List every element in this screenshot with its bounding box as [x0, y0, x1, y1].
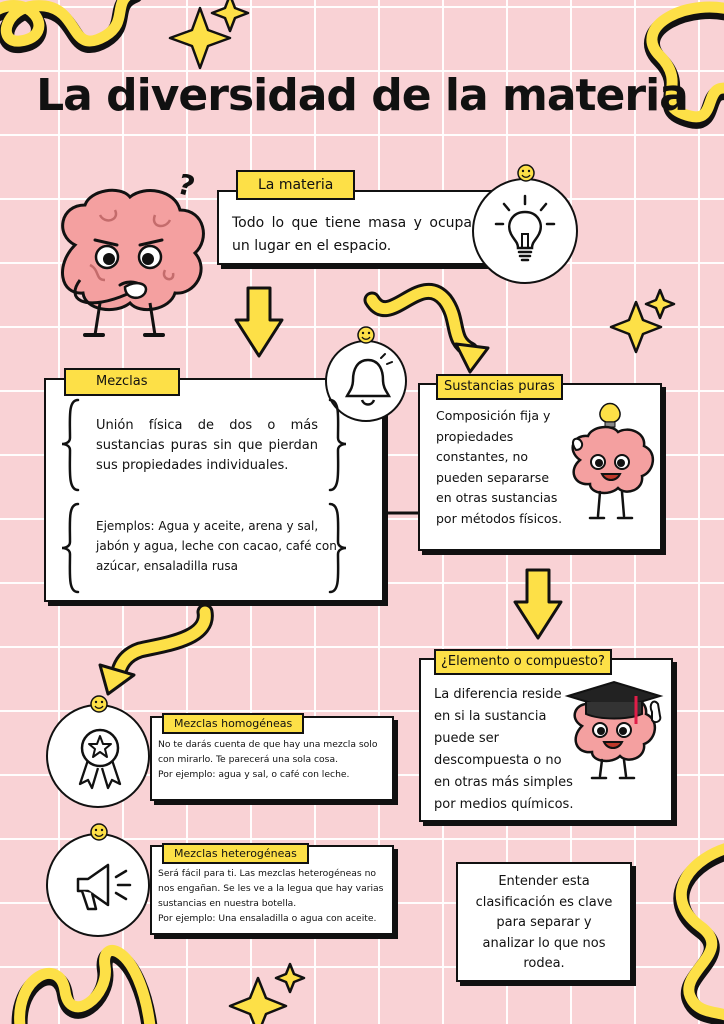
sustancias-text: Composición fija y propiedades constantes, no pueden separarse en otras sustancias por métodos físicos.	[436, 408, 563, 526]
homogeneas-label: Mezclas homogéneas	[162, 713, 304, 734]
lightbulb-icon-circle	[472, 178, 578, 284]
heterogeneas-description: Será fácil para ti. Las mezclas heterogéneas no nos engañan. Se les ve a la legua que hay varias sustancias en nuestra botella.	[158, 868, 384, 909]
homogeneas-example: Por ejemplo: agua y sal, o café con leche.	[158, 769, 350, 780]
megaphone-icon	[70, 859, 132, 915]
smile-icon	[357, 326, 375, 344]
sustancias-label: Sustancias puras	[436, 374, 563, 400]
heterogeneas-example: Por ejemplo: Una ensaladilla o agua con aceite.	[158, 913, 377, 924]
heterogeneas-text	[158, 866, 390, 926]
bell-icon	[343, 354, 393, 410]
elemento-label: ¿Elemento o compuesto?	[434, 649, 612, 675]
elemento-text: La diferencia reside en si la sustancia puede ser descompuesta o no en otras más simples por medios químicos.	[434, 687, 574, 812]
happy-brain-illustration	[562, 400, 660, 528]
heterogeneas-label: Mezclas heterogéneas	[162, 843, 309, 864]
mezclas-label: Mezclas	[64, 368, 180, 396]
lightbulb-icon	[494, 194, 556, 266]
materia-text: Todo lo que tiene masa y ocupa un lugar en el espacio.	[232, 215, 472, 254]
graduate-brain-illustration	[564, 676, 668, 784]
homogeneas-text	[158, 737, 390, 782]
smile-icon	[90, 823, 108, 841]
mezclas-examples: Ejemplos: Agua y aceite, arena y sal, jabón y agua, leche con cacao, café con azúcar, ensaladilla rusa	[96, 519, 337, 573]
smile-icon	[517, 164, 535, 182]
homogeneas-description: No te darás cuenta de que hay una mezcla solo con mirarlo. Te parecerá una sola cosa.	[158, 739, 378, 765]
page-title: La diversidad de la materia	[36, 70, 688, 121]
smile-icon	[90, 695, 108, 713]
mezclas-definition: Unión física de dos o más sustancias puras sin que pierdan sus propiedades individuales.	[96, 418, 318, 473]
svg-text:?: ?	[174, 167, 199, 204]
materia-label: La materia	[236, 170, 355, 200]
thinking-brain-illustration	[45, 185, 215, 350]
award-ribbon-icon	[74, 726, 126, 790]
megaphone-icon-circle	[46, 833, 150, 937]
award-ribbon-icon-circle	[46, 704, 150, 808]
conclusion-text: Entender esta clasificación es clave para separar y analizar lo que nos rodea.	[475, 874, 613, 971]
